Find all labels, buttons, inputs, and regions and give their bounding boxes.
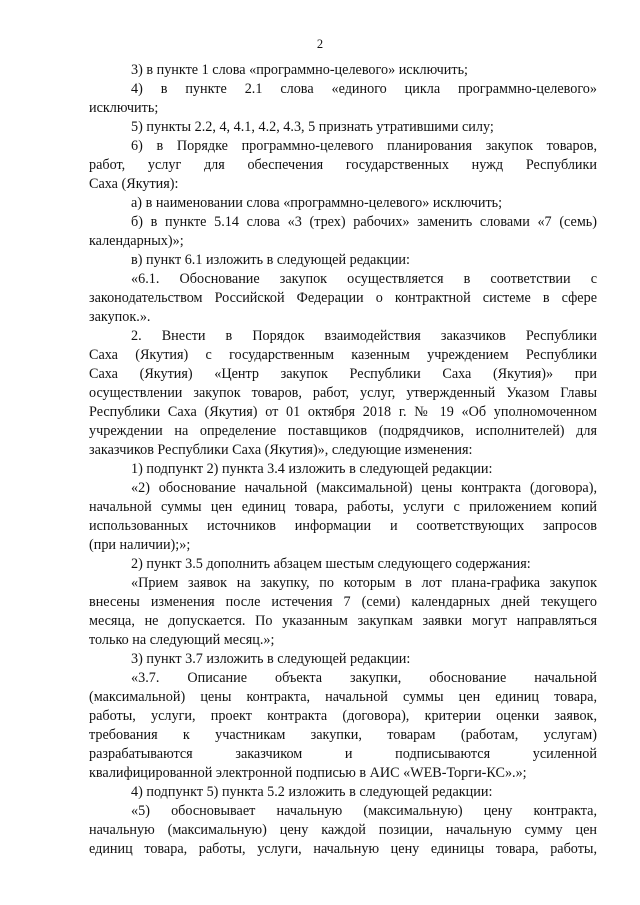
text-line: заказчиков Республики Саха (Якутия)», следующие изменения: [89,442,473,458]
text-line: календарных)»; [89,233,184,249]
text-line: 2) пункт 3.5 дополнить абзацем шестым следующего содержания: [131,556,531,572]
text-line: 3) в пункте 1 слова «программно-целевого» исключить; [131,62,468,78]
text-line: осуществлении закупок товаров, работ, услуг, утвержденный Указом Главы [89,385,597,401]
text-line: месяца, не допускается. По указанным закупкам заявки могут направляться [89,613,597,629]
document-body [89,61,597,859]
page-number: 2 [316,37,324,51]
text-line: «3.7. Описание объекта закупки, обоснование начальной [131,670,597,686]
text-line: (максимальной) цены контракта, начальной суммы цен единиц товара, [89,689,597,705]
text-line: учреждении на определение поставщиков (подрядчиков, исполнителей) для [89,423,597,439]
text-line: 6) в Порядке программно-целевого планирования закупок товаров, [131,138,597,154]
text-line: работы, услуги, проект контракта (договора), критерии оценки заявок, [89,708,597,724]
text-line: б) в пункте 5.14 слова «3 (трех) рабочих» заменить словами «7 (семь) [131,214,597,230]
text-line: (при наличии);»; [89,537,191,553]
text-line: «2) обоснование начальной (максимальной) цены контракта (договора), [131,480,597,496]
text-line: 3) пункт 3.7 изложить в следующей редакции: [131,651,411,667]
text-line: «Прием заявок на закупку, по которым в лот плана-графика закупок [131,575,597,591]
text-line: исключить; [89,100,159,116]
text-line: в) пункт 6.1 изложить в следующей редакции: [131,252,410,268]
text-line: Саха (Якутия): [89,176,179,192]
text-line: «5) обосновывает начальную (максимальную) цену контракта, [131,803,597,819]
text-line: требования к участникам закупки, товарам (работам, услугам) [89,727,597,743]
text-line: квалифицированной электронной подписью в АИС «WEB-Торги-КС».»; [89,765,527,781]
text-line: начальную (максимальную) цену каждой позиции, начальную сумму цен [89,822,597,838]
text-line: а) в наименовании слова «программно-целевого» исключить; [131,195,503,211]
text-line: разрабатываются заказчиком и подписываются усиленной [89,746,597,762]
text-line: законодательством Российской Федерации о контрактной системе в сфере [89,290,597,306]
text-line: Республики Саха (Якутия) от 01 октября 2018 г. № 19 «Об уполномоченном [89,404,597,420]
text-line: использованных источников информации и соответствующих запросов [89,518,597,534]
text-line: единиц товара, работы, услуги, начальную цену единицы товара, работы, [89,841,597,857]
text-line: Саха (Якутия) «Центр закупок Республики Саха (Якутия)» при [89,366,597,382]
text-line: Саха (Якутия) с государственным казенным учреждением Республики [89,347,597,363]
text-line: «6.1. Обоснование закупок осуществляется в соответствии с [131,271,597,287]
text-line: только на следующий месяц.»; [89,632,275,648]
text-line: закупок.». [89,309,151,325]
text-line: 2. Внести в Порядок взаимодействия заказчиков Республики [131,328,597,344]
text-line: 4) в пункте 2.1 слова «единого цикла программно-целевого» [131,81,597,97]
text-line: 4) подпункт 5) пункта 5.2 изложить в следующей редакции: [131,784,493,800]
text-line: работ, услуг для обеспечения государственных нужд Республики [89,157,597,173]
text-line: начальной суммы цен единиц товара, работы, услуги с приложением копий [89,499,597,515]
text-line: 5) пункты 2.2, 4, 4.1, 4.2, 4.3, 5 признать утратившими силу; [131,119,494,135]
text-line: внесены изменения после истечения 7 (семи) календарных дней текущего [89,594,597,610]
text-line: 1) подпункт 2) пункта 3.4 изложить в следующей редакции: [131,461,493,477]
